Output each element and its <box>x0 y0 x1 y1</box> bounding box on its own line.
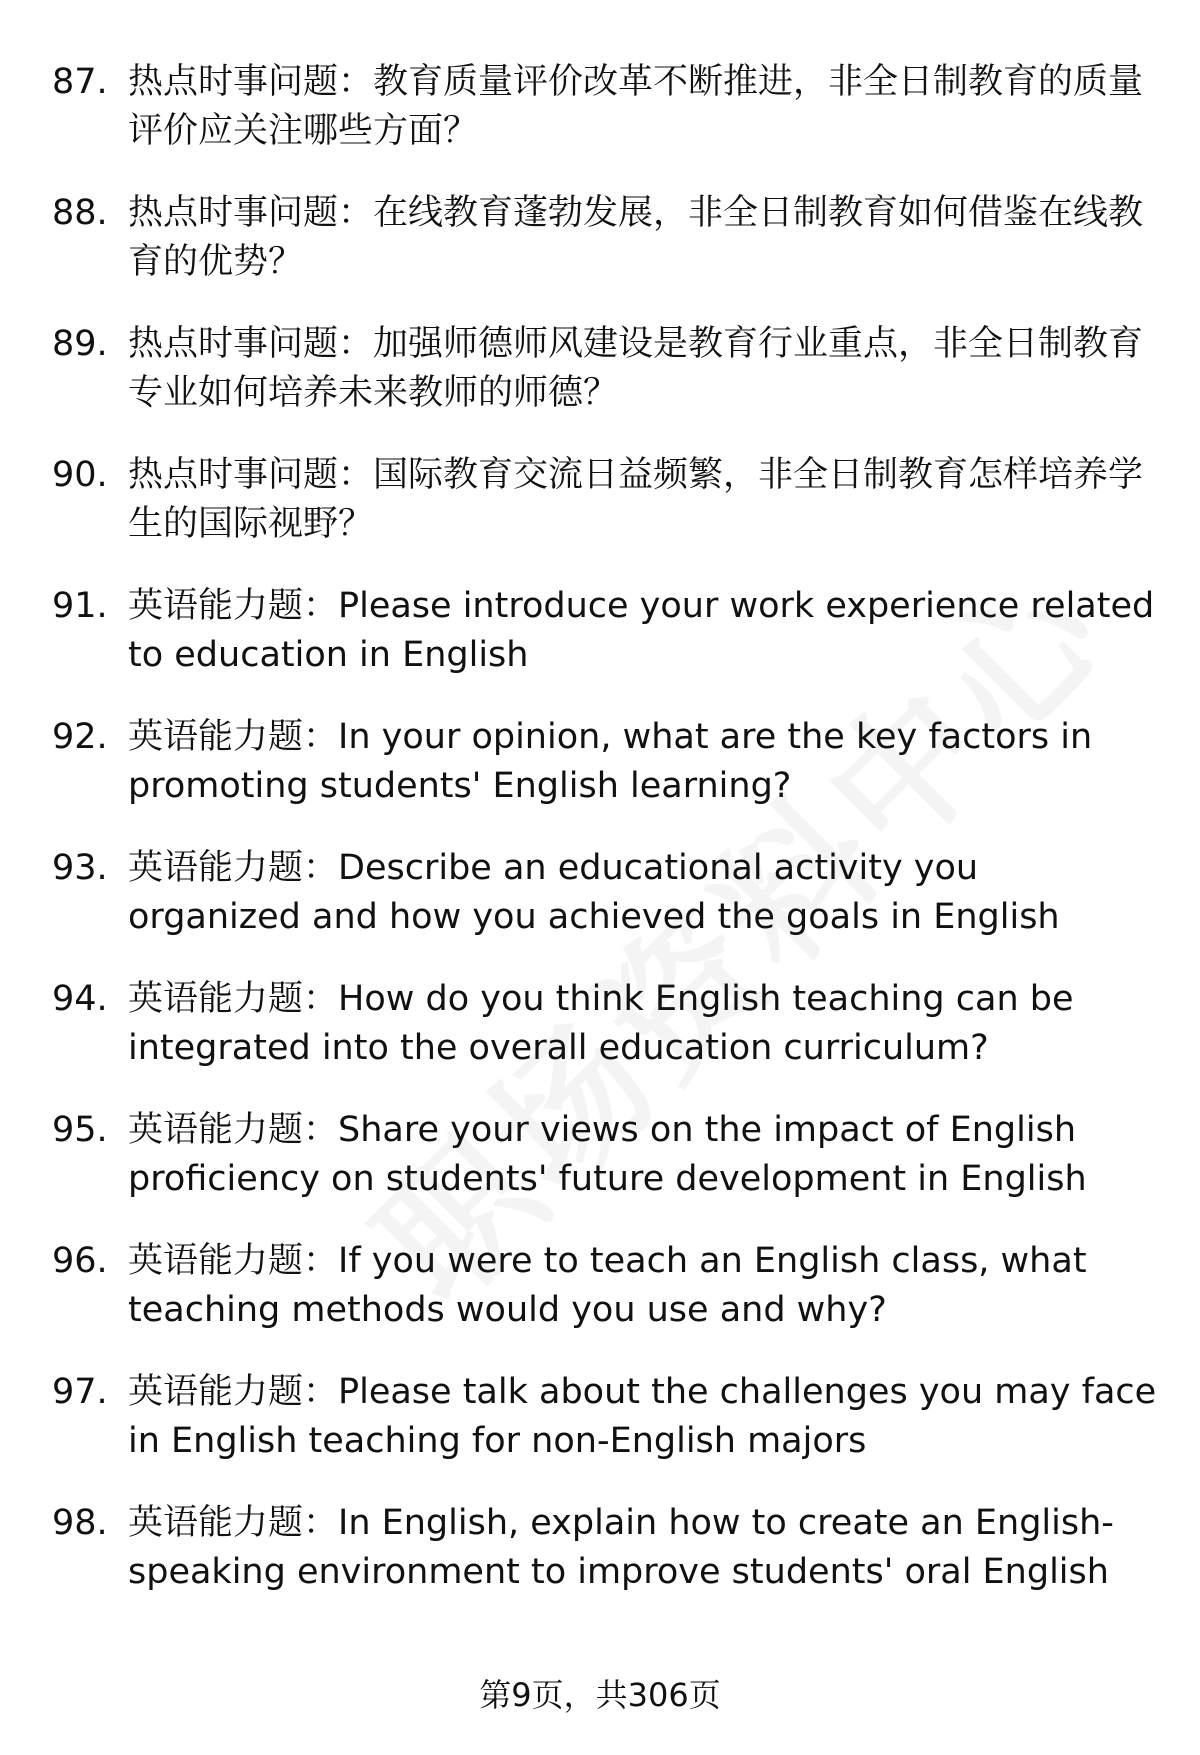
question-item <box>52 1499 1162 1596</box>
question-text: 热点时事问题：教育质量评价改革不断推进，非全日制教育的质量评价应关注哪些方面？ <box>128 62 1144 151</box>
question-item <box>52 844 1162 941</box>
question-item <box>52 1106 1162 1203</box>
question-text: 英语能力题：In your opinion, what are the key factors in promoting students' English learning? <box>128 717 1093 806</box>
question-text: 英语能力题：In English, explain how to create an English-speaking environment to improve students' oral English <box>128 1503 1114 1592</box>
question-number: 96. <box>52 1241 108 1281</box>
page-number-footer: 第9页，共306页 <box>479 1676 721 1714</box>
question-item <box>52 975 1162 1072</box>
question-text: 英语能力题：Please talk about the challenges you may face in English teaching for non-English majors <box>128 1372 1157 1461</box>
question-number: 89. <box>52 324 108 364</box>
question-number: 98. <box>52 1503 108 1543</box>
question-text: 热点时事问题：在线教育蓬勃发展，非全日制教育如何借鉴在线教育的优势？ <box>128 193 1144 282</box>
question-item <box>52 189 1162 286</box>
question-number: 93. <box>52 848 108 888</box>
question-text: 热点时事问题：加强师德师风建设是教育行业重点，非全日制教育专业如何培养未来教师的师德？ <box>128 324 1144 413</box>
question-number: 87. <box>52 62 108 102</box>
question-number: 92. <box>52 717 108 757</box>
question-item <box>52 58 1162 155</box>
question-number: 90. <box>52 455 108 495</box>
question-item <box>52 1368 1162 1465</box>
question-text: 英语能力题：How do you think English teaching can be integrated into the overall education curriculum? <box>128 979 1074 1068</box>
question-item <box>52 1237 1162 1334</box>
question-item <box>52 713 1162 810</box>
question-text: 英语能力题：If you were to teach an English class, what teaching methods would you use and why? <box>128 1241 1087 1330</box>
question-text: 热点时事问题：国际教育交流日益频繁，非全日制教育怎样培养学生的国际视野？ <box>128 455 1144 544</box>
question-text: 英语能力题：Please introduce your work experience related to education in English <box>128 586 1155 675</box>
question-item <box>52 582 1162 679</box>
question-list <box>52 58 1162 1630</box>
question-number: 91. <box>52 586 108 626</box>
question-item <box>52 451 1162 548</box>
question-item <box>52 320 1162 417</box>
question-number: 94. <box>52 979 108 1019</box>
question-number: 88. <box>52 193 108 233</box>
question-number: 97. <box>52 1372 108 1412</box>
question-text: 英语能力题：Share your views on the impact of English proficiency on students' future development in English <box>128 1110 1087 1199</box>
question-number: 95. <box>52 1110 108 1150</box>
question-text: 英语能力题：Describe an educational activity you organized and how you achieved the goals in English <box>128 848 1060 937</box>
